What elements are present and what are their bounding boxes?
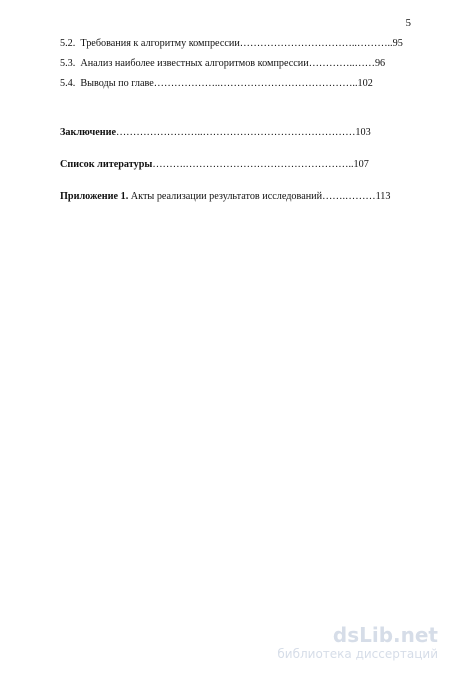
toc-entry-number: 5.2. — [60, 38, 76, 49]
toc-leader-dots: ……….………………………………………….. — [152, 159, 354, 170]
toc-entry-page: 103 — [355, 127, 371, 138]
toc-leader-dots: ……………………………..……….. — [239, 38, 393, 49]
toc-entry-5-3 — [60, 58, 385, 69]
toc-entry-page: 95 — [392, 38, 403, 49]
toc-entry-page: 102 — [357, 78, 373, 89]
watermark — [277, 625, 438, 661]
toc-leader-dots: …………..…… — [308, 58, 375, 69]
toc-entry-5-4 — [60, 78, 373, 89]
toc-entry-5-2 — [60, 38, 403, 49]
toc-entry-appendix — [60, 191, 390, 202]
toc-entry-title: Выводы по главе — [80, 78, 154, 89]
toc-leader-dots: ………………..………………………………….. — [153, 78, 358, 89]
toc-entry-title: Заключение — [60, 127, 116, 138]
watermark-logo: dsLib.net — [332, 623, 438, 647]
toc-entry-conclusion — [60, 127, 371, 138]
toc-entry-title: Анализ наиболее известных алгоритмов компрессии — [80, 58, 309, 69]
toc-entry-title: Акты реализации результатов исследований — [130, 191, 323, 202]
toc-entry-number: 5.4. — [60, 78, 76, 89]
toc-entry-references — [60, 159, 369, 170]
page-number: 5 — [405, 17, 411, 29]
toc-entry-title: Список литературы — [60, 159, 153, 170]
toc-entry-page: 107 — [353, 159, 369, 170]
toc-entry-label: Приложение 1. — [60, 191, 129, 202]
toc-entry-page: 96 — [374, 58, 386, 69]
toc-entry-page: 113 — [375, 191, 391, 202]
toc-leader-dots: …….……… — [322, 191, 376, 202]
toc-entry-title: Требования к алгоритму компрессии — [80, 38, 240, 49]
toc-leader-dots: ……………………..……………………………………… — [115, 127, 356, 138]
toc-entry-number: 5.3. — [60, 58, 76, 69]
watermark-subtitle: библиотека диссертаций — [277, 647, 438, 661]
